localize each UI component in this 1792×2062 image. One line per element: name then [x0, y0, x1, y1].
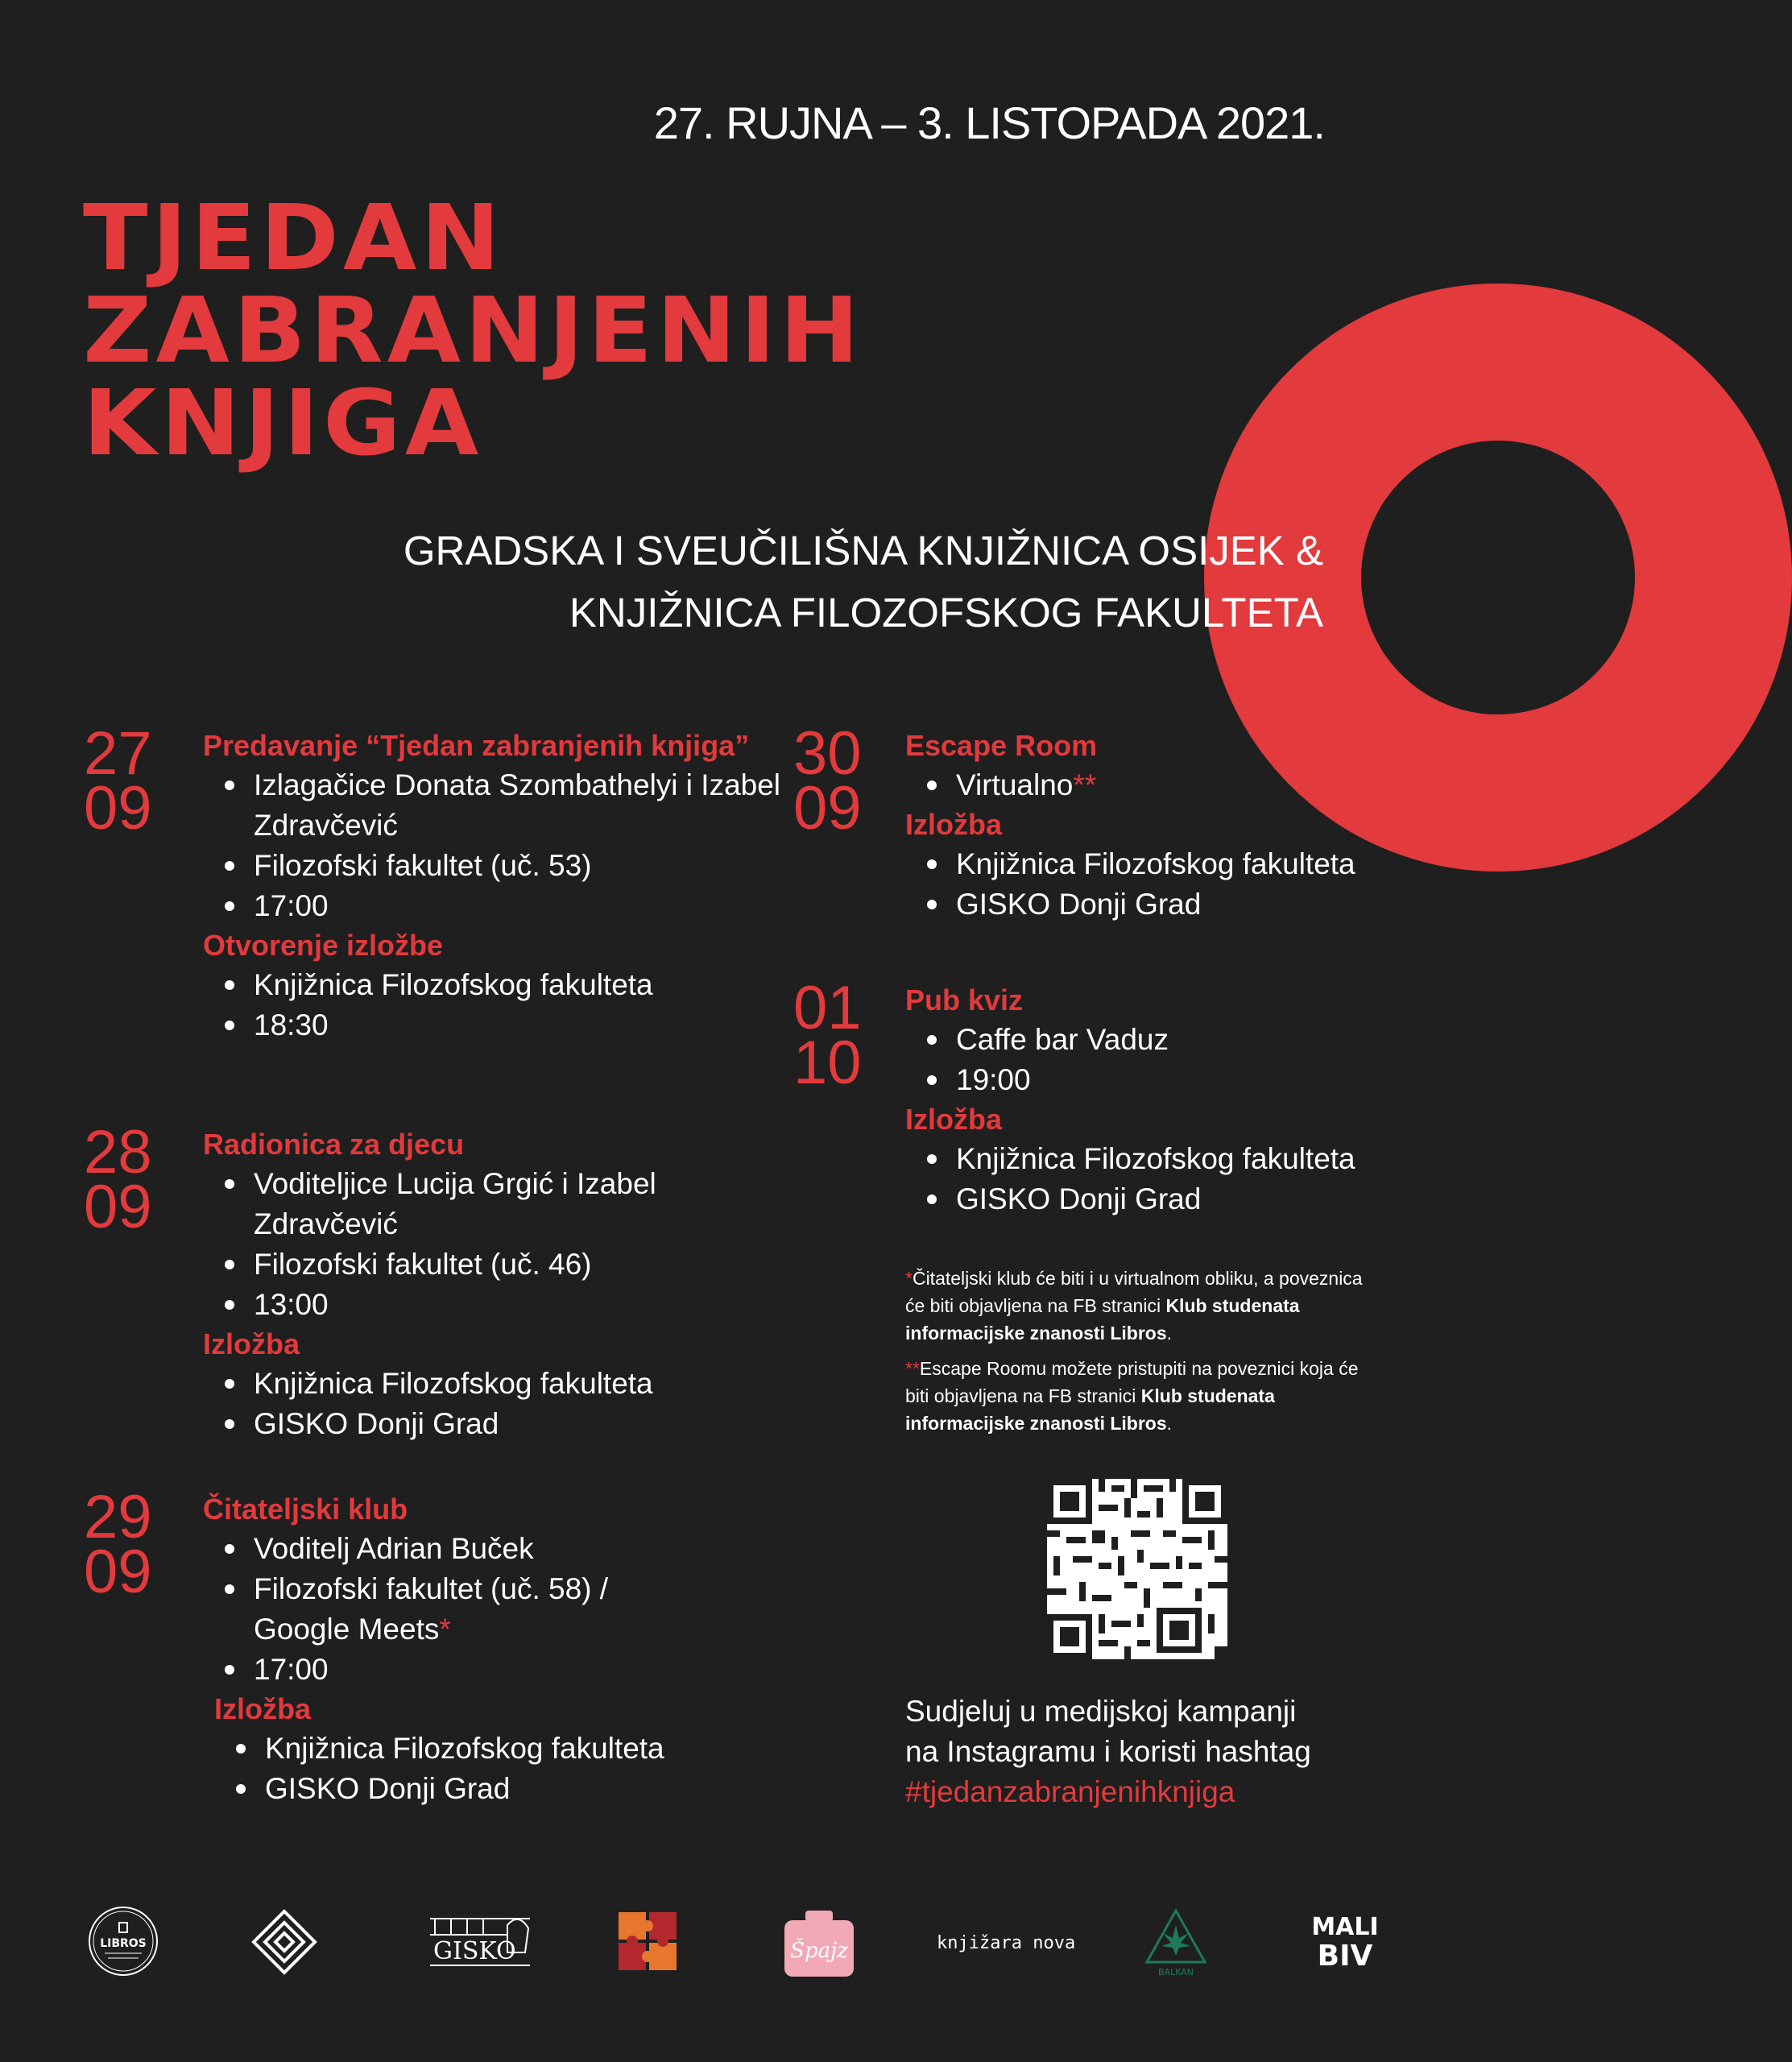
event-details — [905, 1020, 1453, 1100]
organizer-line-1: GRADSKA I SVEUČILIŠNA KNJIŽNICA OSIJEK & — [403, 528, 1323, 573]
sponsor-logos — [0, 1901, 1457, 1981]
event-details — [203, 765, 831, 926]
title-line-2: ZABRANJENIH — [83, 277, 863, 383]
title-line-3: KNJIGA — [83, 370, 483, 476]
list-item: Filozofski fakultet (uč. 46) — [203, 1244, 807, 1285]
svg-text:GISKO: GISKO — [433, 1937, 516, 1965]
event-dates: 27. RUJNA – 3. LISTOPADA 2021. — [653, 97, 1325, 148]
organizers — [404, 520, 1323, 644]
list-item: Voditeljice Lucija Grgić i Izabel Zdravčević — [203, 1164, 807, 1244]
libros-logo — [87, 1905, 159, 1981]
list-item: Knjižnica Filozofskog fakulteta — [203, 1364, 807, 1404]
date-number: 29 09 — [84, 1483, 152, 1606]
events-list — [203, 727, 831, 1045]
puzzle-logo — [615, 1909, 680, 1977]
svg-text:Špajz: Špajz — [790, 1939, 848, 1963]
event-title: Radionica za djecu — [203, 1128, 465, 1161]
qr-code[interactable] — [1047, 1479, 1227, 1659]
list-item: Voditelj Adrian Buček — [203, 1529, 702, 1569]
event-title: Escape Room — [905, 729, 1098, 762]
events-list — [905, 981, 1453, 1219]
event-details — [203, 965, 831, 1045]
event-title: Izložba — [203, 1327, 300, 1360]
list-item: Filozofski fakultet (uč. 53) — [203, 846, 831, 886]
date-number: 28 09 — [84, 1118, 152, 1241]
page-title — [83, 184, 863, 476]
list-item: Izlagačice Donata Szombathelyi i Izabel Zdravčević — [203, 765, 831, 846]
date-number: 01 10 — [793, 974, 862, 1097]
gisko-logo — [427, 1911, 533, 1979]
event-details — [203, 1529, 702, 1690]
campaign-text — [905, 1691, 1311, 1812]
campaign-line-1: Sudjeluj u medijskoj kampanji — [905, 1695, 1297, 1728]
event-details — [905, 1139, 1453, 1219]
campaign-line-2: na Instagramu i koristi hashtag — [905, 1735, 1311, 1768]
list-item: Knjižnica Filozofskog fakulteta — [905, 1139, 1453, 1179]
event-title: Izložba — [905, 1103, 1003, 1136]
event-title: Otvorenje izložbe — [203, 929, 444, 962]
balkan-logo — [1144, 1907, 1208, 1984]
knjizara-nova-logo: knjižara nova — [937, 1933, 1076, 1953]
list-item: Caffe bar Vaduz — [905, 1020, 1453, 1060]
event-details — [203, 1729, 702, 1809]
date-number: 27 09 — [84, 719, 152, 843]
event-title: Izložba — [905, 808, 1003, 841]
spajz-logo — [781, 1907, 857, 1984]
diamond-logo — [251, 1909, 317, 1979]
event-details — [203, 1364, 807, 1444]
events-list — [203, 1125, 807, 1444]
list-item: 13:00 — [203, 1285, 807, 1325]
date-number: 30 09 — [793, 719, 862, 843]
list-item: GISKO Donji Grad — [203, 1404, 807, 1444]
list-item: 19:00 — [905, 1060, 1453, 1100]
events-list — [905, 727, 1453, 925]
event-details — [905, 844, 1453, 925]
list-item: Knjižnica Filozofskog fakulteta — [203, 965, 831, 1005]
event-title: Izložba — [214, 1692, 312, 1725]
title-line-1: TJEDAN — [83, 184, 505, 291]
list-item: 18:30 — [203, 1005, 831, 1045]
event-details — [203, 1164, 807, 1325]
list-item: 17:00 — [203, 886, 831, 926]
event-title: Čitateljski klub — [203, 1493, 408, 1526]
list-item: Virtualno** — [905, 765, 1453, 805]
event-title: Predavanje “Tjedan zabranjenih knjiga” — [203, 729, 750, 762]
event-details — [905, 765, 1453, 805]
organizer-line-2: KNJIŽNICA FILOZOFSKOG FAKULTETA — [569, 590, 1323, 636]
list-item: 17:00 — [203, 1650, 702, 1690]
svg-text:LIBROS: LIBROS — [100, 1937, 147, 1950]
campaign-hashtag[interactable]: #tjedanzabranjenihknjiga — [905, 1775, 1235, 1808]
list-item: Knjižnica Filozofskog fakulteta — [214, 1729, 702, 1769]
list-item: GISKO Donji Grad — [905, 1179, 1453, 1219]
mali-biv-logo — [1311, 1907, 1379, 1976]
asterisk-marker: ** — [1073, 768, 1097, 801]
svg-text:BALKAN: BALKAN — [1158, 1967, 1194, 1977]
list-item: GISKO Donji Grad — [214, 1769, 702, 1809]
list-item: Filozofski fakultet (uč. 58) / Google Meets* — [203, 1569, 702, 1650]
events-list — [203, 1490, 702, 1809]
footnotes — [905, 1265, 1372, 1445]
footnote-2: **Escape Roomu možete pristupiti na poveznici koja će biti objavljena na FB stranici Klub studenata informacijske znanosti Libros. — [905, 1358, 1359, 1434]
asterisk-marker: * — [439, 1613, 451, 1646]
svg-text:BIV: BIV — [1317, 1940, 1373, 1973]
event-title: Pub kviz — [905, 983, 1024, 1017]
footnote-1: *Čitateljski klub će biti i u virtualnom obliku, a poveznica će biti objavljena na FB stranici Klub studenata informacijske znanosti Libros. — [905, 1268, 1363, 1344]
svg-text:MALI: MALI — [1311, 1913, 1379, 1941]
list-item: Knjižnica Filozofskog fakulteta — [905, 844, 1453, 884]
list-item: GISKO Donji Grad — [905, 884, 1453, 925]
